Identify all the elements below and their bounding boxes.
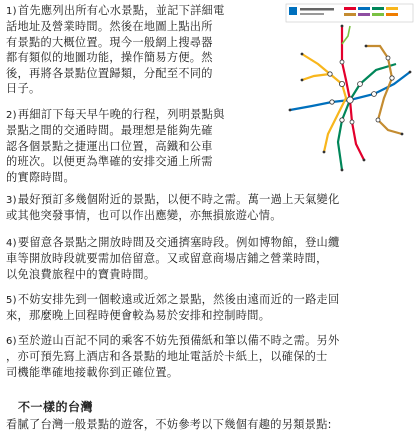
tip-number: 2) <box>6 110 17 121</box>
tip-number: 5) <box>6 295 17 306</box>
tip-item-1 <box>6 3 282 96</box>
section-heading: 不一樣的台灣 <box>18 400 94 414</box>
tip-item-2 <box>6 107 282 185</box>
tip-text: 不妨安排先到一個較遠或近郊之景點，然後由遠而近的一路走回 來，那麼晚上回程時便會較為易於安排和控制時間。 <box>6 293 340 323</box>
tip-text: 再細訂下每天早午晚的行程，列明景點與 景點之間的交通時間。最理想是能夠先確 認各個景點之捷運出口位置，高鐵和公車 的班次。以便更為準確的安排交通上所需 的實際時間。 <box>6 108 225 184</box>
tip-number: 3) <box>6 195 17 206</box>
metro-map-icon <box>284 2 415 177</box>
tip-text: 最好預訂多幾個附近的景點，以便不時之需。萬一過上天氣變化 或其他突發事情，也可以作出應變，亦無損旅遊心情。 <box>6 193 340 223</box>
tip-item-5 <box>6 292 416 324</box>
tip-number: 6) <box>6 336 17 347</box>
tip-item-4 <box>6 235 416 282</box>
tip-number: 1) <box>6 6 17 17</box>
section-intro: 看膩了台灣一般景點的遊客，不妨參考以下幾個有趣的另類景點: <box>6 418 332 431</box>
tip-number: 4) <box>6 238 17 249</box>
tip-text: 至於遊山百記不同的乘客不妨先預備紙和筆以備不時之需。另外 ，亦可預先寫上酒店和各景點的地址電話於卡紙上，以確保的士 司機能準確地接載你到正確位置。 <box>6 334 340 379</box>
tip-text: 要留意各景點之開放時間及交通擠塞時段。例如博物館，登山纜 車等開放時段就要需加倍留意。又或留意商場店鋪之營業時間， 以免浪費旅程中的寶貴時間。 <box>6 236 340 281</box>
tip-item-6 <box>6 333 416 380</box>
tip-text: 首先應列出所有心水景點，並記下詳細電 話地址及營業時間。然後在地圖上點出所 有景點的大概位置。現今一般網上搜尋器 都有類似的地圖功能，操作簡易方便。然 後，再將各景點位置歸類，分配至不同的 日子。 <box>6 4 225 96</box>
tip-item-3 <box>6 192 416 224</box>
